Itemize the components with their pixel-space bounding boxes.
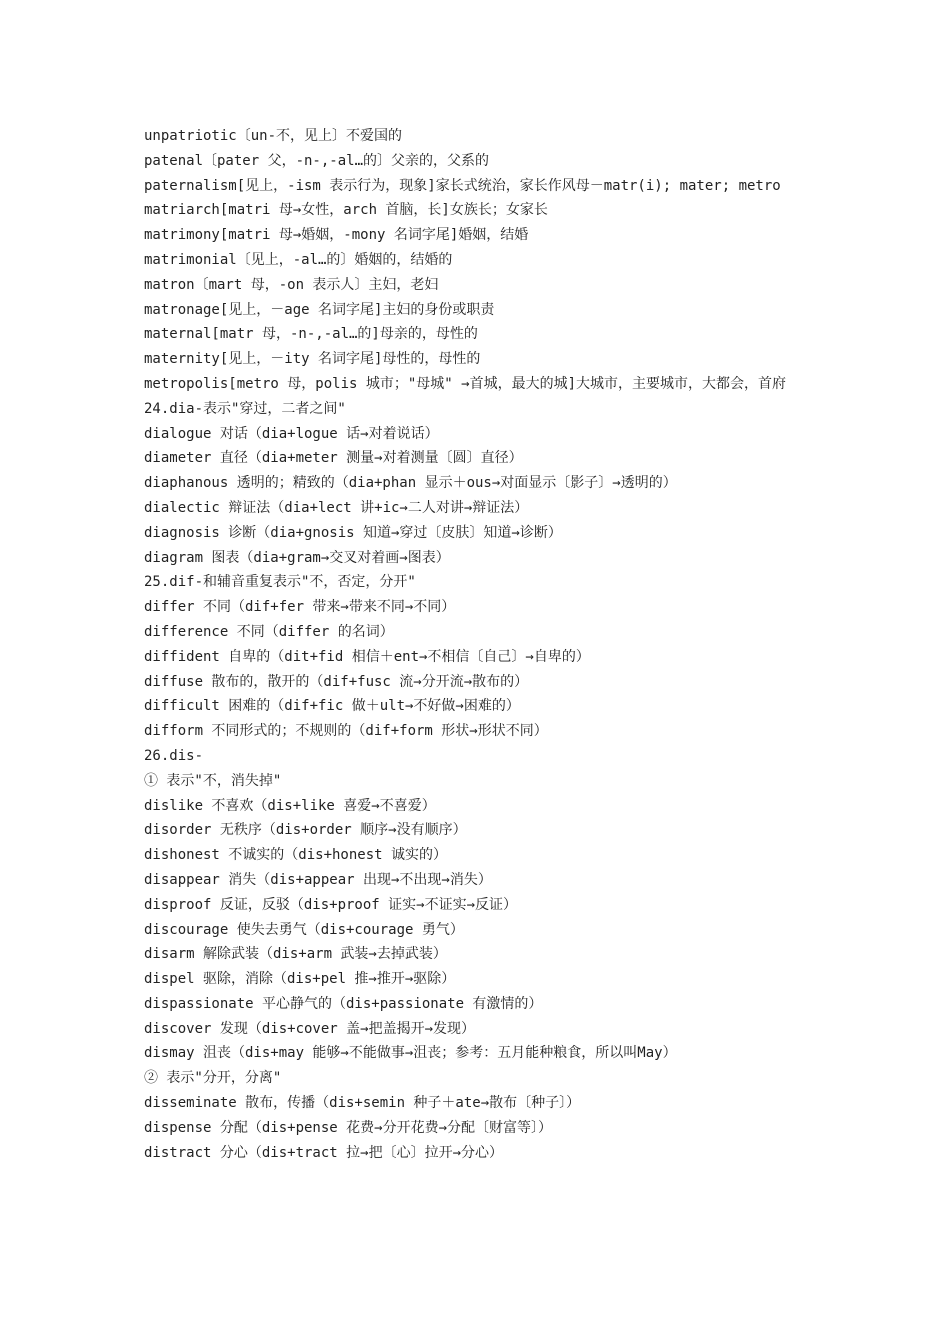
document-body (144, 124, 814, 1165)
text-line: diagram 图表（dia+gram→交叉对着画→图表） (144, 549, 450, 566)
text-line: differ 不同（dif+fer 带来→带来不同→不同） (144, 599, 456, 616)
text-line: diffuse 散布的，散开的（dif+fusc 流→分开流→散布的） (144, 673, 529, 690)
text-line: difform 不同形式的；不规则的（dif+form 形状→形状不同） (144, 723, 548, 740)
text-line: dishonest 不诚实的（dis+honest 诚实的） (144, 847, 448, 864)
text-line: maternal[matr 母，-n-,-al…的]母亲的，母性的 (144, 326, 478, 343)
text-line: maternity[见上，－ity 名词字尾]母性的，母性的 (144, 351, 481, 368)
text-line: dialectic 辩证法（dia+lect 讲+ic→二人对讲→辩证法） (144, 499, 529, 516)
section-heading: 25.dif-和辅音重复表示"不，否定，分开" (144, 574, 416, 591)
text-line: paternalism[见上，-ism 表示行为，现象]家长式统治，家长作风母－matr(i); mater; metro (144, 177, 781, 194)
text-line: diagnosis 诊断（dia+gnosis 知道→穿过〔皮肤〕知道→诊断） (144, 524, 562, 541)
text-line: disarm 解除武装（dis+arm 武装→去掉武装） (144, 946, 447, 963)
text-line: disorder 无秩序（dis+order 顺序→没有顺序） (144, 822, 467, 839)
subsection-heading: ② 表示"分开，分离" (144, 1070, 282, 1087)
section-heading: 24.dia-表示"穿过，二者之间" (144, 400, 346, 417)
section-heading: 26.dis- (144, 747, 204, 764)
text-line: dismay 沮丧（dis+may 能够→不能做事→沮丧；参考：五月能种粮食，所以叫May） (144, 1045, 677, 1062)
text-line: disproof 反证，反驳（dis+proof 证实→不证实→反证） (144, 896, 518, 913)
text-line: diameter 直径（dia+meter 测量→对着测量〔圆〕直径） (144, 450, 523, 467)
text-line: discover 发现（dis+cover 盖→把盖揭开→发现） (144, 1020, 476, 1037)
text-line: matrimony[matri 母→婚姻，-mony 名词字尾]婚姻，结婚 (144, 227, 529, 244)
text-line: difficult 困难的（dif+fic 做＋ult→不好做→困难的） (144, 698, 520, 715)
text-line: diffident 自卑的（dit+fid 相信＋ent→不相信〔自己〕→自卑的） (144, 648, 590, 665)
text-line: dispense 分配（dis+pense 花费→分开花费→分配〔财富等〕） (144, 1119, 553, 1136)
subsection-heading: ① 表示"不，消失掉" (144, 772, 282, 789)
text-line: unpatriotic〔un-不，见上〕不爱国的 (144, 128, 403, 144)
text-line: distract 分心（dis+tract 拉→把〔心〕拉开→分心） (144, 1144, 504, 1161)
text-line: patenal〔pater 父，-n-,-al…的〕父亲的，父系的 (144, 152, 490, 169)
text-line: diaphanous 透明的；精致的（dia+phan 显示＋ous→对面显示〔影子〕→透明的） (144, 475, 677, 492)
text-line: dislike 不喜欢（dis+like 喜爱→不喜爱） (144, 797, 436, 814)
text-line: matron〔mart 母，-on 表示人〕主妇，老妇 (144, 276, 439, 293)
text-line: matronage[见上，－age 名词字尾]主妇的身份或职责 (144, 301, 495, 318)
text-line: discourage 使失去勇气（dis+courage 勇气） (144, 921, 464, 938)
text-line: dispassionate 平心静气的（dis+passionate 有激情的） (144, 995, 543, 1012)
text-line: disseminate 散布，传播（dis+semin 种子＋ate→散布〔种子〕） (144, 1095, 581, 1112)
text-line: difference 不同（differ 的名词） (144, 623, 394, 640)
text-line: dialogue 对话（dia+logue 话→对着说话） (144, 425, 439, 442)
text-line: matriarch[matri 母→女性，arch 首脑，长]女族长；女家长 (144, 202, 548, 219)
text-line: matrimonial〔见上，-al…的〕婚姻的，结婚的 (144, 251, 453, 268)
text-line: dispel 驱除，消除（dis+pel 推→推开→驱除） (144, 971, 456, 988)
text-line: disappear 消失（dis+appear 出现→不出现→消失） (144, 871, 492, 888)
text-line: metropolis[metro 母，polis 城市；"母城" →首城，最大的城]大城市，主要城市，大都会，首府 (144, 375, 787, 392)
